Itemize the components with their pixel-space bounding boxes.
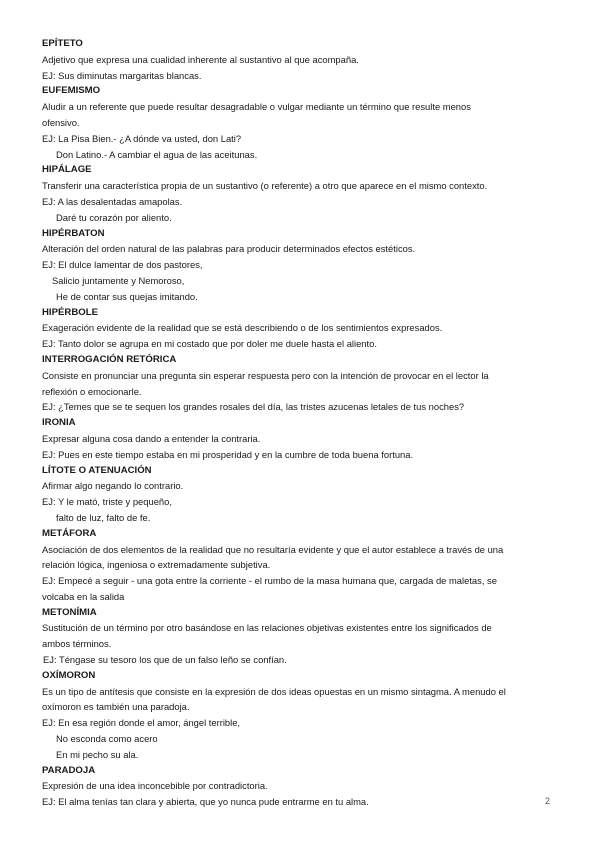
example-line: EJ: Sus diminutas margaritas blancas.	[42, 69, 202, 81]
definition-line: Sustitución de un término por otro basándose en las relaciones objetivas existentes entre los significados de	[42, 622, 492, 634]
definition-line: Asociación de dos elementos de la realidad que no resultaría evidente y que el autor establece a través de una	[42, 543, 504, 555]
term-heading: INTERROGACIÓN RETÓRICA	[42, 353, 177, 365]
definition-line: Afirmar algo negando lo contrario.	[42, 480, 184, 492]
page-number: 2	[544, 796, 550, 806]
definition-line: Alteración del orden natural de las palabras para producir determinados efectos estéticos.	[42, 243, 416, 255]
example-line: EJ: El dulce lamentar de dos pastores,	[42, 259, 203, 271]
entry-oximoron	[42, 668, 542, 763]
definition-line: Es un tipo de antítesis que consiste en la expresión de dos ideas opuestas en un mismo sintagma. A menudo el	[42, 685, 506, 697]
term-heading: IRONIA	[42, 417, 76, 429]
definition-line: oxímoron es también una paradoja.	[42, 701, 190, 713]
example-line: No esconda como acero	[56, 733, 158, 745]
example-line: EJ: Tanto dolor se agrupa en mi costado que por doler me duele hasta el aliento.	[42, 338, 377, 350]
example-line: EJ: En esa región donde el amor, ángel terrible,	[42, 717, 241, 729]
entry-metonimia	[42, 605, 542, 668]
term-heading: EUFEMISMO	[42, 85, 101, 97]
example-line: He de contar sus quejas imitando.	[56, 290, 198, 302]
definition-line: Expresar alguna cosa dando a entender la contraria.	[42, 432, 261, 444]
example-line: En mi pecho su ala.	[56, 748, 139, 760]
term-heading: OXÍMORON	[42, 669, 96, 681]
term-heading: HIPÉRBATON	[42, 227, 105, 239]
example-line: Daré tu corazón por aliento.	[56, 211, 172, 223]
definition-line: ambos términos.	[42, 638, 112, 650]
example-line: EJ: Empecé a seguir - una gota entre la corriente - el rumbo de la masa humana que, cargada de maletas, se	[42, 575, 497, 587]
definition-line: Expresión de una idea inconcebible por contradictoria.	[42, 780, 268, 792]
example-line: EJ: Téngase su tesoro los que de un falso leño se confían.	[43, 654, 287, 666]
term-heading: LÍTOTE O ATENUACIÓN	[42, 464, 152, 476]
entry-eufemismo	[42, 83, 542, 162]
example-line: Salicio juntamente y Nemoroso,	[52, 274, 185, 286]
term-heading: METONÍMIA	[42, 606, 97, 618]
definition-line: Consiste en pronunciar una pregunta sin esperar respuesta pero con la intención de provocar en el lector la	[42, 369, 489, 381]
definition-line: Aludir a un referente que puede resultar desagradable o vulgar mediante un término que resulte menos	[42, 101, 471, 113]
example-line: Don Latino.- A cambiar el agua de las aceitunas.	[56, 148, 258, 160]
example-line: falto de luz, falto de fe.	[56, 511, 151, 523]
example-line: EJ: La Pisa Bien.- ¿A dónde va usted, don Lati?	[42, 132, 242, 144]
definition-line: Exageración evidente de la realidad que se está describiendo o de los sentimientos expresados.	[42, 322, 443, 334]
definition-line: reflexión o emocionarle.	[42, 385, 142, 397]
term-heading: HIPÉRBOLE	[42, 306, 98, 318]
example-line: EJ: El alma tenías tan clara y abierta, que yo nunca pude entrarme en tu alma.	[42, 796, 369, 808]
definition-line: ofensivo.	[42, 116, 80, 128]
entry-metafora	[42, 526, 542, 605]
definition-line: Adjetivo que expresa una cualidad inherente al sustantivo al que acompaña.	[42, 53, 359, 65]
entry-ironia	[42, 415, 542, 462]
definition-line: relación lógica, ingeniosa o extremadamente subjetiva.	[42, 559, 271, 571]
term-heading: METÁFORA	[42, 527, 97, 539]
entry-litote	[42, 463, 542, 526]
entry-hiperbaton	[42, 226, 542, 305]
entry-paradoja	[42, 763, 542, 810]
document-page	[42, 36, 542, 810]
entry-interrogacion-retorica	[42, 352, 542, 415]
entry-hiperbole	[42, 305, 542, 352]
term-heading: HIPÁLAGE	[42, 164, 92, 176]
example-line: EJ: ¿Temes que se te sequen los grandes rosales del día, las tristes azucenas letales de tus noches?	[42, 401, 465, 413]
entry-hipalage	[42, 162, 542, 225]
example-line: EJ: A las desalentadas amapolas.	[42, 195, 183, 207]
example-line: EJ: Y le mató, triste y pequeño,	[42, 496, 172, 508]
example-line: EJ: Pues en este tiempo estaba en mi prosperidad y en la cumbre de toda buena fortuna.	[42, 448, 414, 460]
entry-epiteto	[42, 36, 542, 83]
term-heading: EPÍTETO	[42, 38, 83, 49]
definition-line: Transferir una característica propia de un sustantivo (o referente) a otro que aparece en el mismo contexto.	[42, 180, 488, 192]
term-heading: PARADOJA	[42, 764, 96, 776]
example-line: volcaba en la salida	[42, 590, 125, 602]
